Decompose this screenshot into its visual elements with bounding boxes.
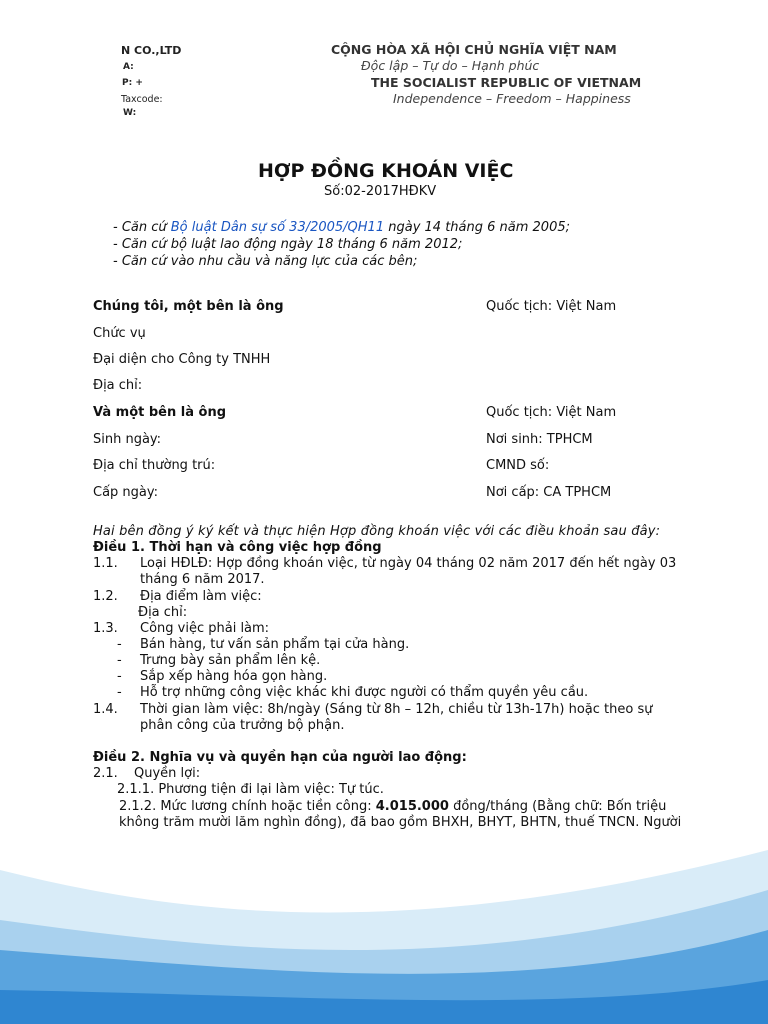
task-2: Trưng bày sản phẩm lên kệ. (140, 653, 321, 668)
salary-amount: 4.015.000 (375, 799, 449, 814)
bullet-dash: - (117, 637, 122, 652)
article-2-title: Điều 2. Nghĩa vụ và quyền hạn của người lao động: (93, 750, 467, 765)
basis-1-prefix: - Căn cứ (113, 220, 171, 235)
party-b-nationality: Quốc tịch: Việt Nam (486, 405, 617, 420)
basis-1-suffix: ngày 14 tháng 6 năm 2005; (384, 220, 570, 235)
item-1-3-number: 1.3. (93, 621, 118, 636)
item-2-1-2-line-2: không trăm mười lăm nghìn đồng), đã bao gồm BHXH, BHYT, BHTN, thuế TNCN. Người (119, 815, 682, 830)
item-1-2-number: 1.2. (93, 589, 118, 604)
id-number-label: CMND số: (486, 458, 550, 473)
nation-name-en: THE SOCIALIST REPUBLIC OF VIETNAM (371, 75, 642, 90)
item-2-1-text: Quyền lợi: (134, 766, 201, 781)
item-1-4-number: 1.4. (93, 702, 118, 717)
task-1: Bán hàng, tư vấn sản phẩm tại cửa hàng. (140, 637, 410, 652)
basis-line-1 (113, 220, 570, 235)
address-label: A: (123, 62, 134, 72)
basis-line-2: - Căn cứ bộ luật lao động ngày 18 tháng 6 năm 2012; (113, 237, 463, 252)
web-label: W: (123, 108, 137, 118)
article-1-title: Điều 1. Thời hạn và công việc hợp đồng (93, 540, 382, 555)
item-1-4-line-1: Thời gian làm việc: 8h/ngày (Sáng từ 8h – 12h, chiều từ 13h-17h) hoặc theo sự (140, 702, 653, 717)
position-label: Chức vụ (93, 326, 146, 341)
party-b-label: Và một bên là ông (93, 405, 227, 420)
task-3: Sắp xếp hàng hóa gọn hàng. (140, 669, 328, 684)
party-a-label: Chúng tôi, một bên là ông (93, 299, 284, 314)
agreement-statement: Hai bên đồng ý ký kết và thực hiện Hợp đồng khoán việc với các điều khoản sau đây: (93, 524, 661, 539)
motto-en: Independence – Freedom – Happiness (393, 91, 631, 106)
item-1-4-line-2: phân công của trưởng bộ phận. (140, 718, 345, 733)
item-1-1-line-1: Loại HĐLĐ: Hợp đồng khoán việc, từ ngày 04 tháng 02 năm 2017 đến hết ngày 03 (140, 556, 677, 571)
issue-date-label: Cấp ngày: (93, 485, 159, 500)
party-a-nationality: Quốc tịch: Việt Nam (486, 299, 617, 314)
motto-vn: Độc lập – Tự do – Hạnh phúc (361, 58, 540, 73)
nation-name-vn: CỘNG HÒA XÃ HỘI CHỦ NGHĨA VIỆT NAM (331, 42, 617, 57)
item-1-2-address: Địa chỉ: (138, 605, 188, 620)
bullet-dash: - (117, 653, 122, 668)
basis-line-3: - Căn cứ vào nhu cầu và năng lực của các bên; (113, 254, 418, 269)
item-1-2-text: Địa điểm làm việc: (140, 589, 262, 604)
phone-label: P: + (122, 78, 143, 88)
item-2-1-1: 2.1.1. Phương tiện đi lại làm việc: Tự túc. (117, 782, 384, 797)
taxcode-label: Taxcode: (121, 94, 163, 105)
bullet-dash: - (117, 685, 122, 700)
address-field-label: Địa chỉ: (93, 378, 143, 393)
company-name: N CO.,LTD (121, 44, 182, 57)
representing-label: Đại diện cho Công ty TNHH (93, 352, 271, 367)
civil-code-link[interactable]: Bộ luật Dân sự số 33/2005/QH11 (170, 220, 385, 235)
item-1-3-text: Công việc phải làm: (140, 621, 270, 636)
contract-title: HỢP ĐỒNG KHOÁN VIỆC (258, 160, 514, 182)
task-4: Hỗ trợ những công việc khác khi được người có thẩm quyền yêu cầu. (140, 685, 589, 700)
bullet-dash: - (117, 669, 122, 684)
issue-place-label: Nơi cấp: CA TPHCM (486, 485, 612, 500)
salary-in-words-start: đồng/tháng (Bằng chữ: Bốn triệu (448, 799, 667, 814)
item-1-1-number: 1.1. (93, 556, 118, 571)
permanent-address-label: Địa chỉ thường trú: (93, 458, 216, 473)
item-1-1-line-2: tháng 6 năm 2017. (140, 572, 265, 587)
birthplace-label: Nơi sinh: TPHCM (486, 432, 593, 447)
salary-label: 2.1.2. Mức lương chính hoặc tiền công: (119, 799, 376, 814)
decorative-wave-footer (0, 830, 768, 1024)
dob-label: Sinh ngày: (93, 432, 162, 447)
contract-number: Số:02-2017HĐKV (324, 184, 437, 199)
item-2-1-number: 2.1. (93, 766, 118, 781)
item-2-1-2-line-1 (119, 799, 666, 814)
